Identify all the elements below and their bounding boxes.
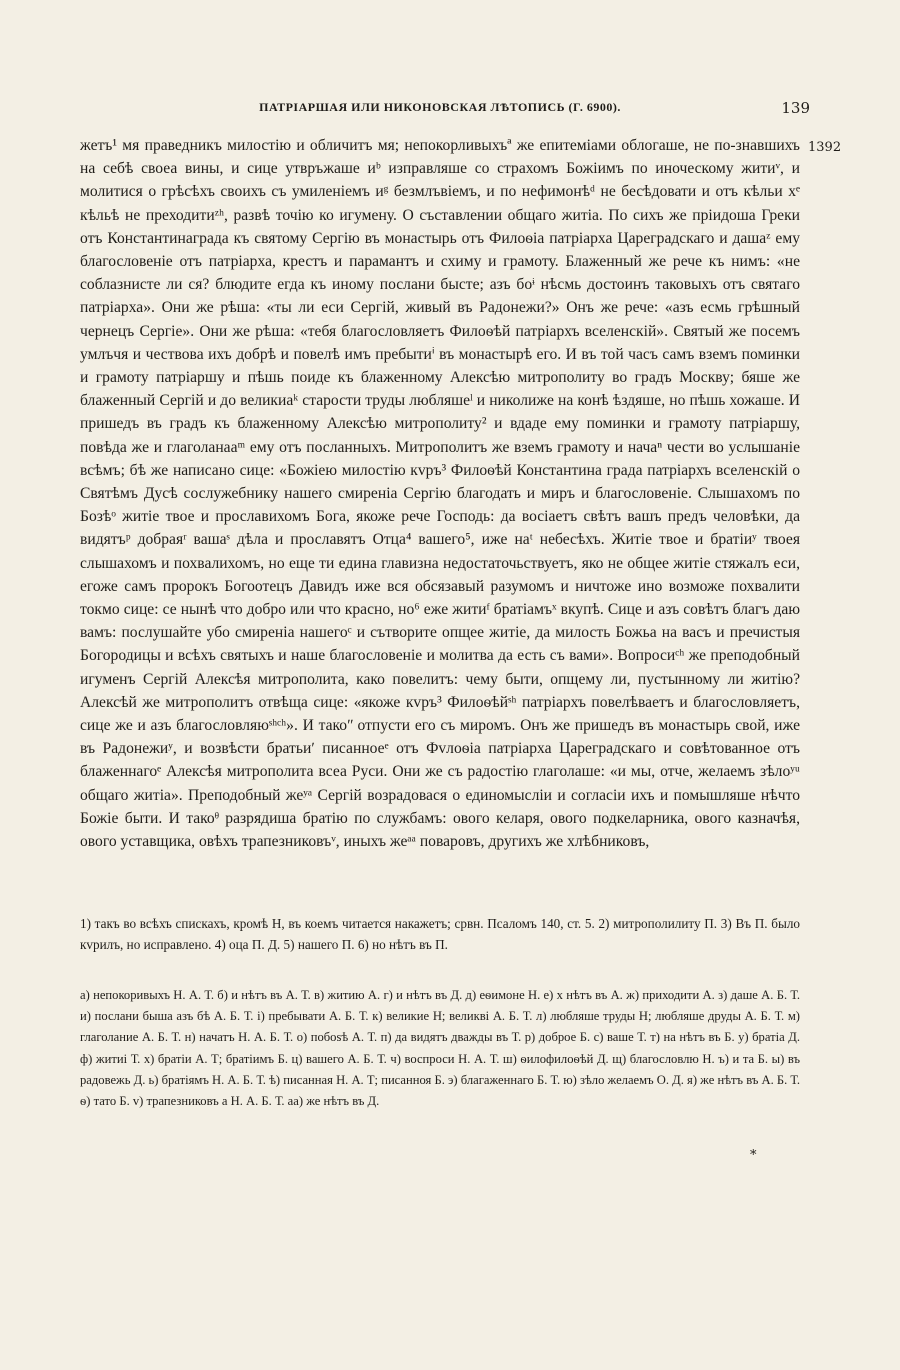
footnotes [80, 914, 800, 955]
variants-text: а) непокоривыхъ Н. А. Т. б) и нѣтъ въ А. Т. в) житию А. г) и нѣтъ въ Д. д) еѳимоне Н. е) х нѣтъ въ А. ж) приходити А. з) даше А. Б. Т. и) послани быша азъ бѣ А. Б. Т. і) пребывати А. Б. Т. к) великие Н; великві А. Б. Т. л) любляше труды Н; любляше друды А. Б. Т. м) глаголание А. Б. Т. н) начатъ Н. А. Б. Т. о) побоѕѣ А. Т. п) да видятъ дважды въ Т. р) доброе Б. с) ваше Т. т) на нѣтъ въ Б. у) братіа Д. ф) житиі Т. х) братіи А. Т; братіимъ Б. ц) вашего А. Б. Т. ч) воспроси Н. А. Т. ш) ѳилофилоѳѣй Д. щ) благословлю Н. ъ) и та Б. ы) въ радовежь Д. ь) братіямъ Н. А. Б. Т. ѣ) писанная Н. А. Т; писанноя Б. э) благаженнаго Б. Т. ю) зѣло желаемъ О. Д. я) же нѣтъ въ А. Б. Т. ѳ) тато Б. v) трапезниковъ а Н. А. Б. Т. аа) же нѣтъ въ Д. [80, 988, 800, 1109]
page-number: 139 [781, 99, 810, 117]
textual-variants [80, 985, 800, 1112]
page-mark: * [750, 1148, 757, 1163]
margin-year: 1392 [808, 140, 842, 155]
footnote-block: 1) такъ во всѣхъ спискахъ, кромѣ Н, въ коемъ читается накажетъ; срвн. Псаломъ 140, ст. 5. 2) митрополилиту П. 3) Въ П. было кvрилъ, но исправлено. 4) оца П. Д. 5) нашего П. 6) но нѣтъ въ П. [80, 916, 800, 952]
running-head: ПАТРІАРШАЯ ИЛИ НИКОНОВСКАЯ ЛѢТОПИСЬ (Г. 6900). [259, 100, 621, 114]
main-text: жетъ¹ мя праведникъ милостію и обличитъ мя; непокорливыхъª же епитеміами облогаше, не по-знавшихъ на себѣ своеа вины, и сице утвръжаше иᵇ изправляше со страхомъ Божіимъ по иноческому житиᵛ, и молитися о грѣсѣхъ своихъ съ умиленіемъ иᵍ безмлъвіемъ, и по нефимонѣᵈ не бесѣдовати и отъ кѣльи хᵉ кѣльѣ не преходитиᶻʰ, развѣ точію ко игумену. О съставлении общаго житіа. По сихъ же пріидоша Греки отъ Константинаграда къ святому Сергію въ монастырь отъ Филоѳіа патріарха Цареградскаго и дашаᶻ ему благословеніе отъ патріарха, крестъ и парамантъ и схиму и грамоту. Блаженный же рече къ нимъ: «не соблазнисте ли ся? блюдите егда къ иному послани бысте; азъ боᶤ нѣсмь достоинъ таковыхъ отъ святаго патріарха». Они же рѣша: «ты ли еси Сергій, живый въ Радонежи?» Онъ же рече: «азъ есмь грѣшный чернецъ Сергіе». Они же рѣша: «тебя благословляетъ Филоѳѣй патріархъ вселенскій». Святый же посемъ умлъчя и чествова ихъ добрѣ и повелѣ имъ пребытиⁱ въ монастырѣ его. И въ той часъ самъ вземъ поминки и грамоту патріаршу и пѣшь поиде къ блаженному Алексѣю митрополиту во градъ Москву; бяше же блаженный Сергій и до великиаᵏ старости труды любляшеˡ и николиже на конѣ ѣздяше, но пѣшь хожаше. И пришедъ въ градъ къ блаженному Алексѣю митрополиту² и вдаде ему поминки и грамоту патріаршу, повѣда же и глаголанааᵐ ему отъ посланныхъ. Митрополитъ же вземъ грамоту и начаⁿ чести во услышаніе всѣмъ; бѣ же написано сице: «Божіею милостію кvръ³ Филоѳѣй Константина града патріархъ вселенскій о Святѣмъ Дусѣ сослужебнику нашего смиреніа Сергію благодать и миръ и благословеніе. Слышахомъ по Бозѣᵒ житіе твое и прославихомъ Бога, якоже рече Господь: да восіаетъ свѣтъ вашъ предъ человѣки, да видятъᵖ добраяʳ вашаˢ дѣла и прославятъ Отца⁴ вашего⁵, иже наᵗ небесѣхъ. Житіе твое и братіиʸ твоея слышахомъ и похвалихомъ, но еще ти едина главизна недостаточьствуетъ, яко не общее житіе стяжалъ еси, егоже самъ пророкъ Богоотецъ Давидъ иже вся обсязавый разумомъ и ничтоже ино возможе похвалити токмо сице: се нынѣ что добро или что красно, но⁶ еже житиᶠ братіамъˣ вкупѣ. Сице и азъ совѣтъ благъ даю вамъ: послушайте убо смиреніа нашегоᶜ и сътворите опщее житіе, да милость Божьа на васъ и пречистыя Богородицы и всѣхъ святыхъ и наше благословеніе и молитва да есть съ вами». Вопросиᶜʰ же преподобный игуменъ Сергій Алексѣя митрополита, како повелитъ: чему быти, опщему ли, пустынному ли житію? Алексѣй же митрополитъ отвѣща сице: «якоже кvръ³ Филоѳѣйˢʰ патріархъ повелѣваетъ и благословляетъ, сице же и азъ благословляюˢʰᶜʰ». И такоʺ отпусти его съ миромъ. Онъ же пришедъ въ монастырь свой, иже въ Радонежиʸ, и возвѣсти братьиʹ писанноеᵉ отъ Фvлоѳіа патріарха Цареградскаго и совѣтованное отъ блаженнагоᵉ Алексѣя митрополита всеа Руси. Они же съ радостію глаголаше: «и мы, отче, желаемъ зѣлоʸᵘ общаго житіа». Преподобный жеʸᵃ Сергій возрадовася о единомысліи и согласіи ихъ и помышляше нѣчто Божіе быти. И такоᶿ разрядиша братію по службамъ: ового келаря, ового подкеларника, ового казначѣя, ового уставщика, овѣхъ трапезниковъᵛ, иныхъ жеᵃᵃ поваровъ, другихъ же хлѣбниковъ, [80, 137, 800, 851]
